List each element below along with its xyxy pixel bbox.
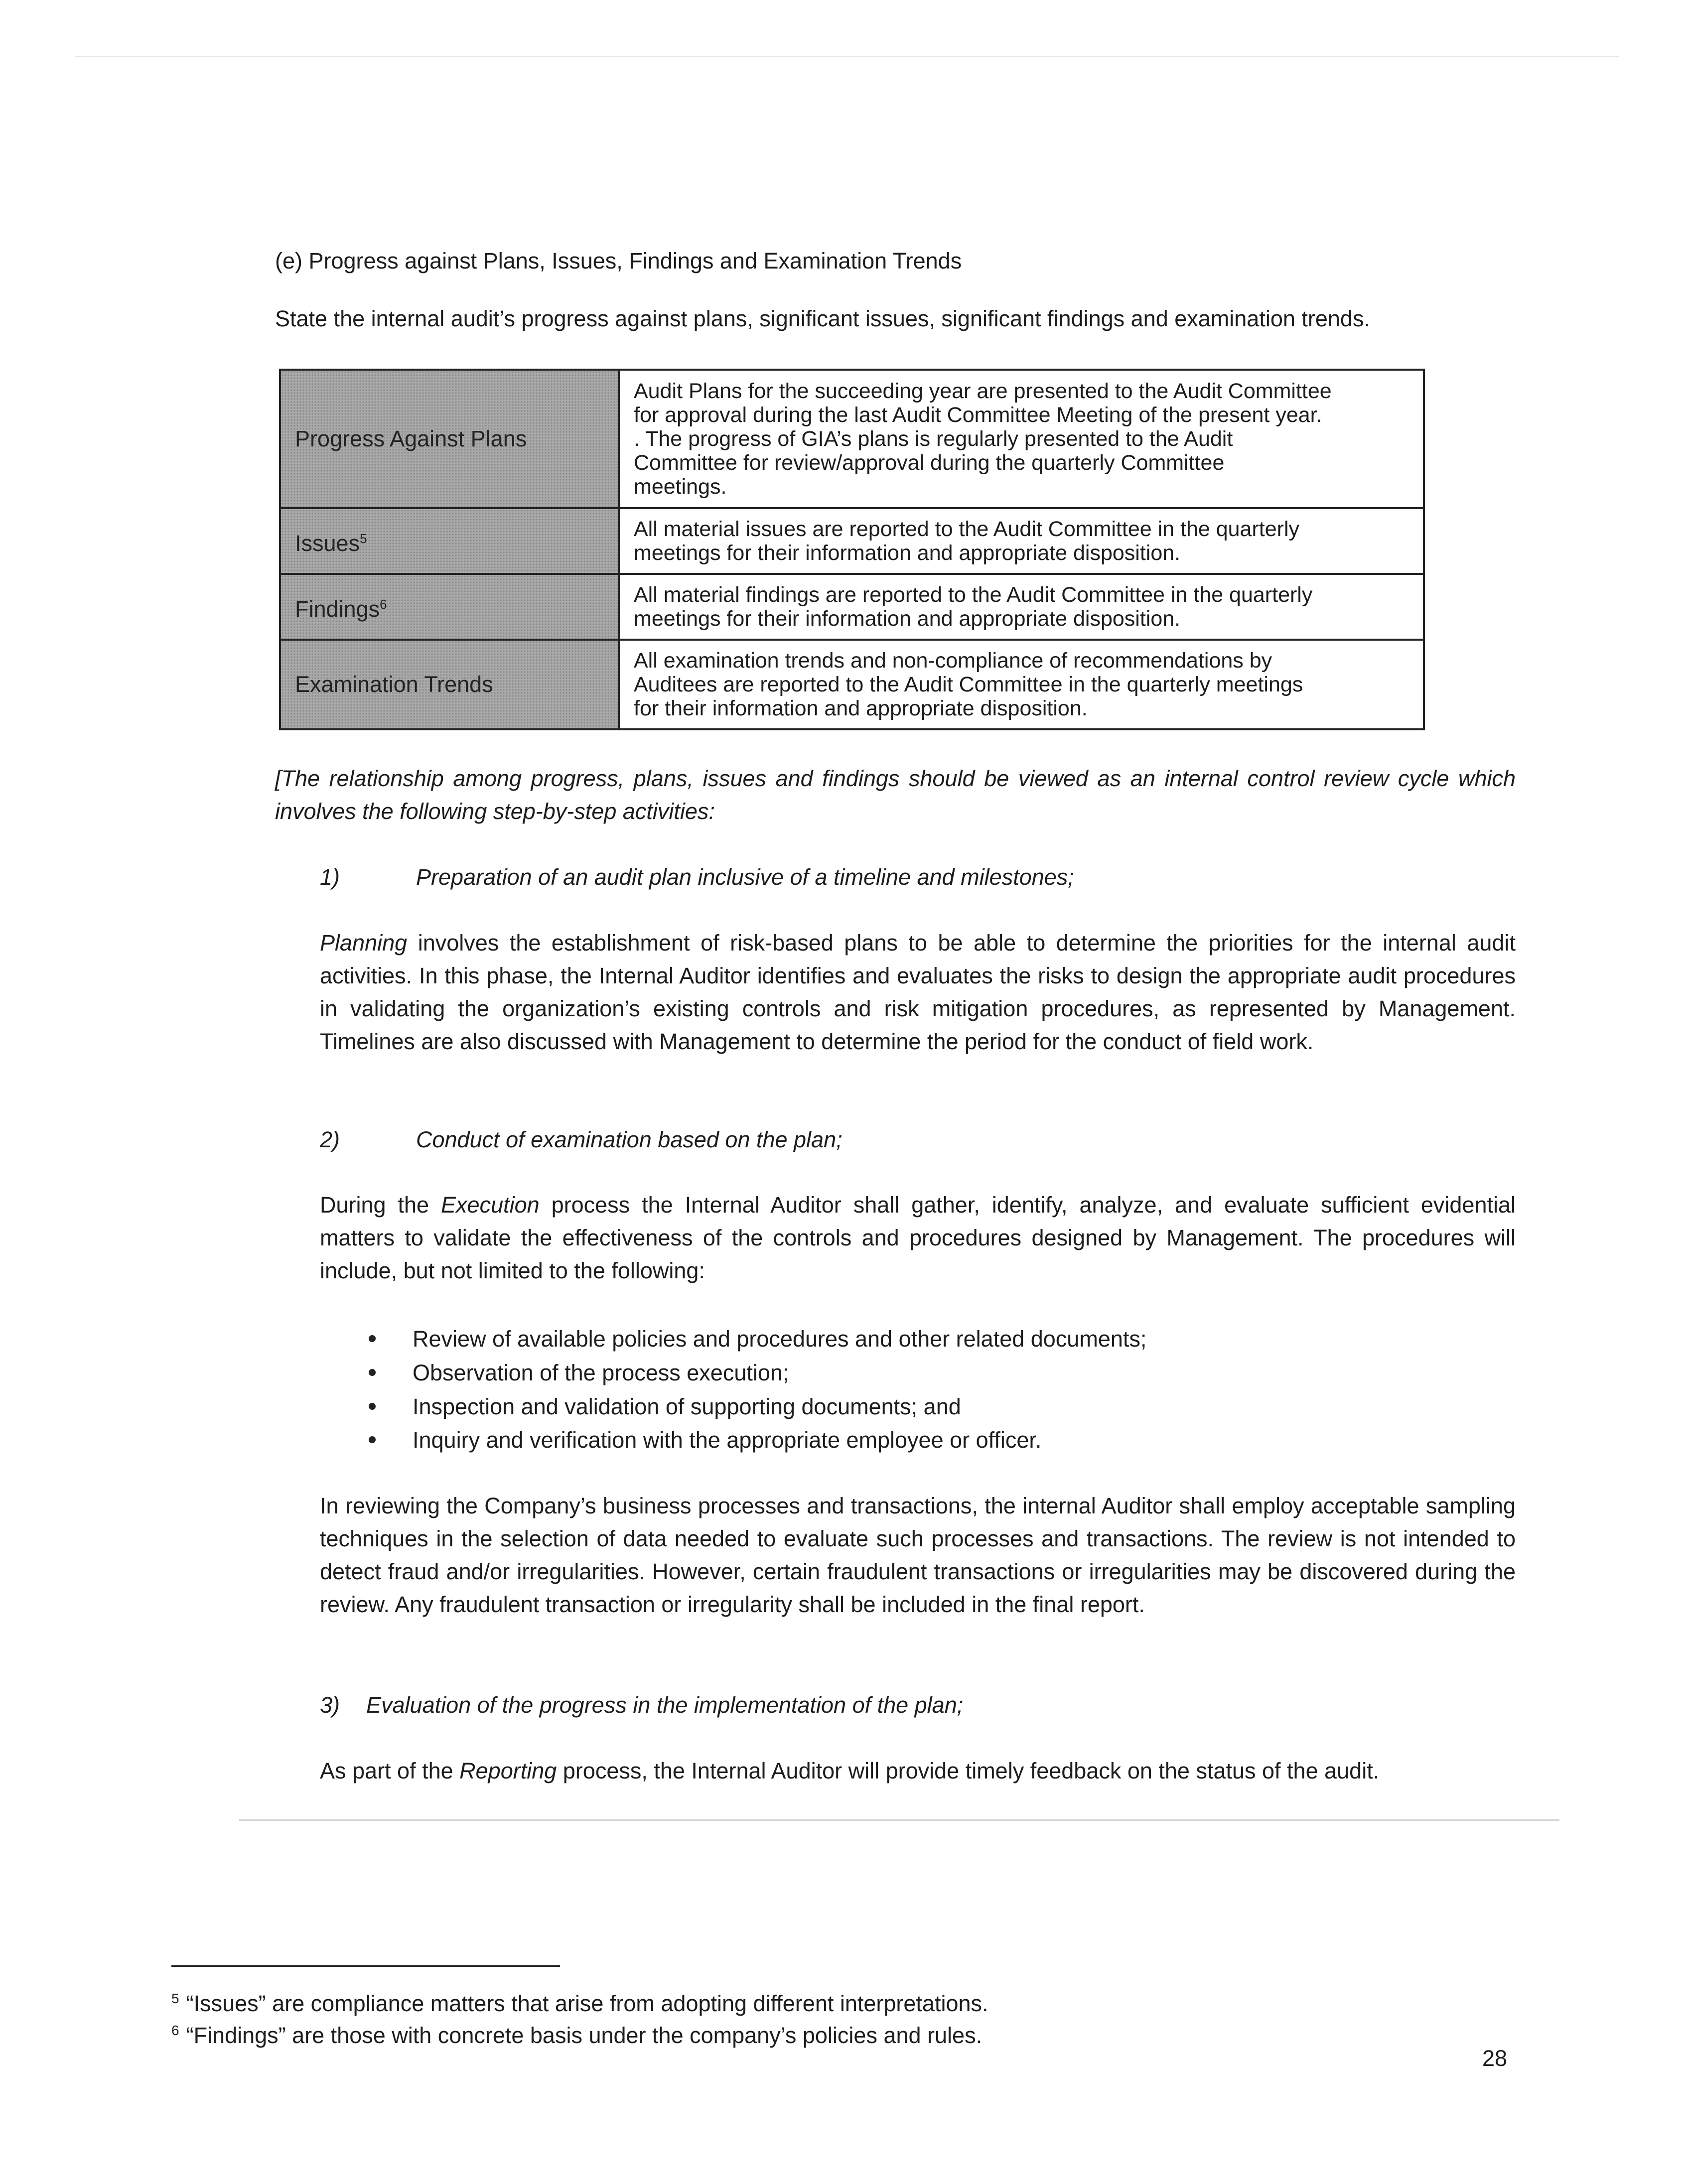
bullet-icon: [369, 1436, 376, 1443]
table-row: [280, 370, 1424, 508]
row-text-line: All examination trends and non-compliance of recommendations by: [634, 649, 1272, 673]
bullet-icon: [369, 1335, 376, 1342]
row-text-line: meetings for their information and appropriate disposition.: [634, 541, 1181, 565]
row-value-cell: [619, 640, 1424, 729]
step-title: Preparation of an audit plan inclusive of a timeline and milestones;: [416, 864, 1074, 890]
bullet-text: Inspection and validation of supporting documents; and: [413, 1394, 961, 1419]
step-title: Conduct of examination based on the plan;: [416, 1127, 843, 1152]
reporting-text-post: process, the Internal Auditor will provide timely feedback on the status of the audit.: [557, 1758, 1380, 1783]
row-label-cell: [280, 508, 619, 574]
scan-line-top: [75, 56, 1619, 57]
footnote-text: “Issues” are compliance matters that arise from adopting different interpretations.: [186, 1991, 988, 2016]
step-number: 3): [320, 1692, 340, 1718]
row-text-line: meetings for their information and appropriate disposition.: [634, 607, 1181, 631]
row-value-cell: [619, 508, 1424, 574]
row-text-line: Committee for review/approval during the quarterly Committee: [634, 451, 1225, 475]
footnote-mark: 6: [171, 2023, 179, 2038]
row-value-cell: [619, 574, 1424, 640]
list-item: [369, 1390, 961, 1423]
row-label: Findings: [295, 596, 380, 622]
footnote-ref: 5: [360, 531, 367, 546]
table-row: [280, 508, 1424, 574]
page-number: 28: [1482, 2046, 1508, 2071]
execution-text-pre: During the: [320, 1192, 441, 1218]
row-text-line: for their information and appropriate disposition.: [634, 696, 1088, 720]
list-item: [369, 1357, 789, 1389]
row-text-line: Audit Plans for the succeeding year are presented to the Audit Committee: [634, 379, 1332, 403]
scan-line-middle: [239, 1819, 1559, 1821]
row-text-line: . The progress of GIA’s plans is regularly presented to the Audit: [634, 427, 1233, 451]
planning-text: involves the establishment of risk-based plans to be able to determine the priorities for the internal audit activities. In this phase, the Internal Auditor identifies and evaluates the risks to design the appropriate audit procedures in validating the organization’s existing controls and risk mitigation procedures, as represented by Management. Timelines are also discussed with Management to determine the period for the conduct of field work.: [320, 930, 1516, 1054]
execution-paragraph: [320, 1189, 1516, 1287]
cycle-intro-paragraph: [The relationship among progress, plans, issues and findings should be viewed as an internal control review cycle which involves the following step-by-step activities:: [275, 766, 1516, 824]
row-label-cell: [280, 574, 619, 640]
footnote-ref: 6: [380, 597, 387, 612]
review-paragraph: In reviewing the Company’s business processes and transactions, the internal Auditor shall employ acceptable sampling techniques in the selection of data needed to evaluate such processes and transactions. The review is not intended to detect fraud and/or irregularities. However, certain fraudulent transactions or irregularities may be discovered during the review. Any fraudulent transaction or irregularity shall be included in the final report.: [320, 1493, 1516, 1617]
bullet-text: Review of available policies and procedures and other related documents;: [413, 1326, 1147, 1352]
row-label-cell: [280, 370, 619, 508]
row-label: Examination Trends: [295, 672, 493, 697]
planning-term: Planning: [320, 930, 408, 956]
footnote-mark: 5: [171, 1991, 179, 2006]
row-text-line: meetings.: [634, 475, 727, 499]
reporting-paragraph: [320, 1755, 1516, 1787]
planning-paragraph: [320, 927, 1516, 1058]
section-heading: (e) Progress against Plans, Issues, Findings and Examination Trends: [275, 248, 962, 273]
bullet-icon: [369, 1403, 376, 1410]
reporting-text-pre: As part of the: [320, 1758, 460, 1783]
row-value-cell: [619, 370, 1424, 508]
list-item: [369, 1424, 1041, 1457]
row-label: Issues: [295, 531, 360, 556]
row-label-cell: [280, 640, 619, 729]
footnote-text: “Findings” are those with concrete basis under the company’s policies and rules.: [186, 2023, 983, 2048]
table-row: [280, 574, 1424, 640]
row-text-line: All material findings are reported to the Audit Committee in the quarterly: [634, 583, 1313, 607]
row-label: Progress Against Plans: [295, 426, 527, 451]
bullet-icon: [369, 1369, 376, 1376]
progress-table: [279, 369, 1425, 730]
list-item: [369, 1323, 1146, 1356]
row-text-line: for approval during the last Audit Committee Meeting of the present year.: [634, 403, 1322, 427]
execution-text-post: process the Internal Auditor shall gather, identify, analyze, and evaluate sufficient evidential matters to validate the effectiveness of the controls and procedures designed by Management. The procedures will include, but not limited to the following:: [320, 1192, 1516, 1283]
bullet-text: Observation of the process execution;: [413, 1360, 789, 1385]
footnote: [171, 1984, 988, 2019]
step-number: 2): [320, 1127, 340, 1152]
execution-term: Execution: [441, 1192, 540, 1218]
section-intro: State the internal audit’s progress against plans, significant issues, significant findings and examination trends.: [275, 306, 1370, 331]
step-title: Evaluation of the progress in the implementation of the plan;: [366, 1692, 964, 1718]
footnote-divider: [171, 1965, 560, 1967]
step-number: 1): [320, 864, 340, 890]
row-text-line: Auditees are reported to the Audit Committee in the quarterly meetings: [634, 673, 1303, 696]
table-row: [280, 640, 1424, 729]
bullet-text: Inquiry and verification with the appropriate employee or officer.: [413, 1427, 1042, 1453]
row-text-line: All material issues are reported to the Audit Committee in the quarterly: [634, 517, 1300, 541]
reporting-term: Reporting: [459, 1758, 557, 1783]
footnote: [171, 2016, 982, 2050]
